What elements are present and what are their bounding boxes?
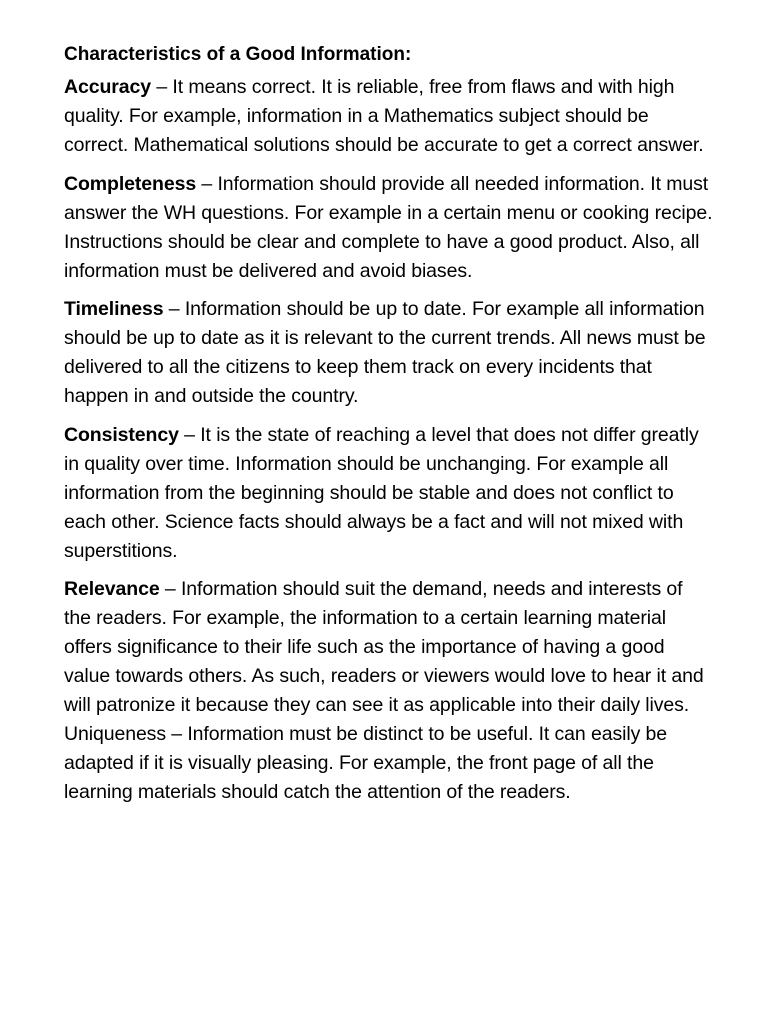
paragraph-completeness [64,170,714,286]
paragraph-accuracy [64,73,714,160]
term-consistency: Consistency [64,423,179,446]
paragraph-timeliness [64,295,714,411]
term-accuracy: Accuracy [64,76,152,98]
definition-consistency: – It is the state of reaching a level that does not differ greatly in quality over time. Information should be unchanging. For example all information from the beginning should be stable and does not conflict to each other. Science facts should always be a fact and will not mixed with superstitions. [64,423,699,562]
term-completeness: Completeness [64,172,197,195]
document-title: Characteristics of a Good Information: [64,44,412,65]
definition-timeliness: – Information should be up to date. For example all information should be up to date as it is relevant to the current trends. All news must be delivered to all the citizens to keep them track on every incidents that happen in and outside the country. [64,298,706,407]
term-relevance: Relevance [64,578,160,600]
definition-completeness: – Information should provide all needed information. It must answer the WH questions. For example in a certain menu or cooking recipe. Instructions should be clear and complete to have a good product. Also, all information must be delivered and avoid biases. [64,172,713,282]
document-page [64,40,714,817]
definition-relevance: – Information should suit the demand, needs and interests of the readers. For example, the information to a certain learning material offers significance to their life such as the importance of having a good value towards others. As such, readers or viewers would love to hear it and will patronize it because they can see it as applicable into their daily lives. Uniqueness – Information must be distinct to be useful. It can easily be adapted if it is visually pleasing. For example, the front page of all the learning materials should catch the attention of the readers. [64,578,704,803]
term-timeliness: Timeliness [64,298,164,320]
definition-accuracy: – It means correct. It is reliable, free from flaws and with high quality. For example, information in a Mathematics subject should be correct. Mathematical solutions should be accurate to get a correct answer. [64,76,704,156]
paragraph-consistency [64,421,714,566]
paragraph-relevance [64,575,714,807]
